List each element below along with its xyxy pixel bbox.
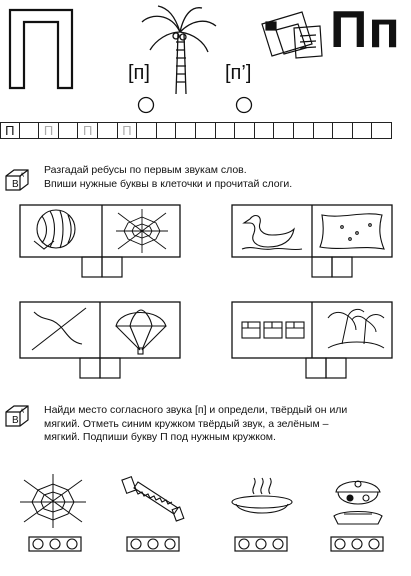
letter-p-outline-icon (0, 0, 90, 100)
writing-cell[interactable] (20, 122, 40, 139)
writing-cell[interactable] (216, 122, 236, 139)
writing-cell[interactable] (137, 122, 157, 139)
soup-bowl-icon (226, 470, 296, 530)
svg-text:В: В (12, 415, 19, 426)
writing-cell[interactable] (294, 122, 314, 139)
writing-cell[interactable]: П (0, 122, 20, 139)
palm-tree-icon (140, 2, 220, 97)
writing-row (0, 122, 392, 139)
pirate-icon (322, 470, 392, 530)
sound-circle[interactable] (50, 539, 60, 549)
writing-cell[interactable] (59, 122, 79, 139)
sound-scheme-2 (126, 536, 182, 554)
task2-instruction: Найди место согласного звука [п] и определи, твёрдый он или мягкий. Отметь синим кружком твёрдый звук, а зелёным – мягкий. Подпиши букву П под нужным кружком. (44, 404, 348, 443)
sound-circle[interactable] (369, 539, 379, 549)
sound-circle[interactable] (131, 539, 141, 549)
writing-cell[interactable] (314, 122, 334, 139)
svg-text:А: А (20, 173, 25, 179)
sound-circle[interactable] (256, 539, 266, 549)
abc-blocks-icon (4, 168, 28, 192)
sound-scheme-1 (28, 536, 84, 554)
writing-cell[interactable] (176, 122, 196, 139)
writing-cell[interactable] (255, 122, 275, 139)
duck-icon (242, 216, 302, 250)
sound-soft-label: [п’] (225, 62, 252, 84)
sound-circle-soft[interactable] (234, 95, 254, 115)
pillow-icon (320, 214, 384, 249)
svg-text:А: А (20, 409, 25, 415)
sound-circle[interactable] (33, 539, 43, 549)
sound-circle[interactable] (273, 539, 283, 549)
task1-instruction: Разгадай ребусы по первым звукам слов. Впиши нужные буквы в клеточки и прочитай слоги. (44, 164, 293, 190)
sound-scheme-4 (330, 536, 386, 554)
sound-circle[interactable] (352, 539, 362, 549)
writing-cell[interactable]: П (78, 122, 98, 139)
rebus-2 (232, 205, 411, 280)
writing-cell[interactable] (372, 122, 392, 139)
sound-hard-label: [п] (128, 62, 150, 84)
writing-cell[interactable] (235, 122, 255, 139)
spiderweb-icon (18, 470, 88, 530)
watermelon-icon (34, 210, 75, 249)
writing-cell[interactable] (353, 122, 373, 139)
sound-circle[interactable] (148, 539, 158, 549)
abc-blocks-icon (4, 404, 28, 428)
needle-thread-icon (32, 308, 86, 350)
rebus-3 (20, 302, 200, 384)
writing-cell[interactable] (274, 122, 294, 139)
spiderweb-icon (116, 209, 168, 253)
svg-text:В: В (12, 179, 19, 190)
writing-cell[interactable]: П (118, 122, 138, 139)
parachute-icon (116, 310, 166, 354)
writing-cell[interactable] (196, 122, 216, 139)
writing-cell[interactable] (98, 122, 118, 139)
palm-island-icon (328, 309, 384, 348)
writing-cell[interactable] (333, 122, 353, 139)
sound-circle[interactable] (165, 539, 175, 549)
rebus-1 (20, 205, 200, 280)
houses-icon (242, 322, 304, 338)
sound-circle[interactable] (239, 539, 249, 549)
sound-circle[interactable] (335, 539, 345, 549)
saw-icon (118, 470, 188, 530)
sound-scheme-3 (234, 536, 290, 554)
writing-cell[interactable]: П (39, 122, 59, 139)
rebus-4 (232, 302, 411, 384)
postcards-icon (258, 8, 328, 63)
big-letters-title: Пп (330, 1, 401, 59)
writing-cell[interactable] (157, 122, 177, 139)
sound-circle[interactable] (67, 539, 77, 549)
sound-circle-hard[interactable] (136, 95, 156, 115)
